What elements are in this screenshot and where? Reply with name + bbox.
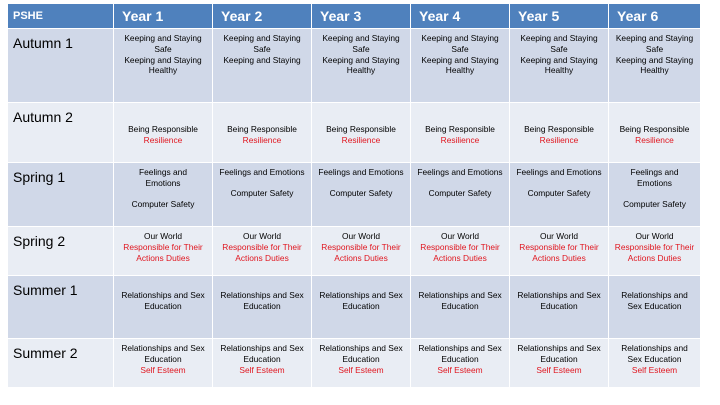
year-4-header: Year 4 (411, 4, 510, 29)
term-label: Autumn 2 (8, 103, 114, 163)
spring-2-row (8, 227, 701, 276)
autumn-1-row (8, 29, 701, 103)
cell-text: Feelings and Emotions (630, 167, 679, 188)
summer-2-year-6-cell (609, 339, 701, 388)
cell-text: Computer Safety (230, 187, 294, 198)
autumn-1-year-6-cell (609, 29, 701, 103)
cell-text: Our World (539, 231, 578, 241)
summer-2-year-1-cell (114, 339, 213, 388)
autumn-2-row (8, 103, 701, 163)
year-1-header: Year 1 (114, 4, 213, 29)
autumn-1-year-4-cell (411, 29, 510, 103)
cell-text: Keeping and Staying Safe (421, 33, 499, 54)
cell-text: Feelings and Emotions (318, 167, 404, 177)
autumn-2-year-5-cell (510, 103, 609, 163)
spring-1-year-1-cell (114, 163, 213, 227)
spring-2-year-3-cell (312, 227, 411, 276)
cell-text: Keeping and Staying Safe (124, 33, 202, 54)
cell-value-red: Self Esteem (338, 364, 384, 375)
cell-value-red: Resilience (635, 134, 674, 145)
subject-header: PSHE (8, 4, 114, 29)
cell-text: Our World (143, 231, 182, 241)
cell-value-red: Self Esteem (239, 364, 285, 375)
cell-text: Relationships and Sex Education (319, 343, 403, 364)
cell-text: Being Responsible (619, 123, 690, 134)
cell-text: Relationships and Sex Education (121, 343, 205, 364)
autumn-2-year-4-cell (411, 103, 510, 163)
cell-text: Our World (440, 231, 479, 241)
spring-1-row (8, 163, 701, 227)
cell-text: Relationships and Sex Education (517, 343, 601, 364)
autumn-1-year-1-cell (114, 29, 213, 103)
cell-text: Relationships and Sex Education (418, 290, 502, 311)
year-2-header: Year 2 (213, 4, 312, 29)
cell-value-red: Resilience (539, 134, 579, 145)
summer-2-row (8, 339, 701, 388)
cell-text: Computer Safety (428, 187, 492, 198)
cell-text: Relationships and Sex Education (621, 290, 688, 311)
cell-value-red: Self Esteem (140, 364, 186, 375)
cell-text: Relationships and Sex Education (220, 290, 304, 311)
cell-text: Relationships and Sex Education (220, 343, 304, 364)
cell-text: Our World (635, 231, 674, 241)
autumn-1-year-3-cell (312, 29, 411, 103)
spring-1-year-5-cell (510, 163, 609, 227)
cell-text: Feelings and Emotions (516, 167, 602, 177)
summer-1-year-1-cell (114, 276, 213, 339)
cell-text: Being Responsible (326, 123, 396, 134)
cell-text: Keeping and Staying Safe (322, 33, 400, 54)
cell-value-red: Resilience (341, 134, 381, 145)
cell-text: Our World (242, 231, 281, 241)
year-3-header: Year 3 (312, 4, 411, 29)
summer-1-year-2-cell (213, 276, 312, 339)
cell-text: Our World (341, 231, 380, 241)
cell-text: Keeping and Staying Safe (223, 33, 301, 54)
cell-value-red: Responsible for Their Actions Duties (420, 241, 500, 263)
summer-2-year-3-cell (312, 339, 411, 388)
cell-text: Keeping and Staying Healthy (124, 54, 202, 76)
cell-text: Keeping and Staying Healthy (615, 54, 694, 76)
cell-value-red: Responsible for Their Actions Duties (222, 241, 302, 263)
summer-1-year-3-cell (312, 276, 411, 339)
spring-2-year-2-cell (213, 227, 312, 276)
spring-2-year-1-cell (114, 227, 213, 276)
cell-text: Relationships and Sex Education (121, 290, 205, 311)
summer-1-year-4-cell (411, 276, 510, 339)
spring-2-year-4-cell (411, 227, 510, 276)
cell-text: Feelings and Emotions (219, 167, 305, 177)
cell-text: Computer Safety (131, 198, 195, 209)
autumn-2-year-1-cell (114, 103, 213, 163)
cell-value-red: Self Esteem (536, 364, 582, 375)
cell-text: Keeping and Staying Healthy (421, 54, 499, 76)
cell-value-red: Responsible for Their Actions Duties (123, 241, 203, 263)
cell-value-red: Self Esteem (437, 364, 483, 375)
summer-2-year-5-cell (510, 339, 609, 388)
cell-value-red: Resilience (143, 134, 183, 145)
cell-text: Computer Safety (329, 187, 393, 198)
cell-value-red: Responsible for Their Actions Duties (614, 241, 695, 263)
autumn-2-year-3-cell (312, 103, 411, 163)
cell-text: Computer Safety (623, 198, 686, 209)
autumn-1-year-2-cell (213, 29, 312, 103)
summer-1-row (8, 276, 701, 339)
cell-text: Relationships and Sex Education (621, 343, 688, 364)
cell-text: Feelings and Emotions (417, 167, 503, 177)
cell-value-red: Resilience (440, 134, 480, 145)
spring-1-year-2-cell (213, 163, 312, 227)
term-label: Spring 1 (8, 163, 114, 227)
autumn-2-year-6-cell (609, 103, 701, 163)
header-row (8, 4, 701, 29)
year-6-header: Year 6 (609, 4, 701, 29)
cell-text: Keeping and Staying Safe (520, 33, 598, 54)
summer-1-year-5-cell (510, 276, 609, 339)
cell-text: Being Responsible (524, 123, 594, 134)
cell-text: Relationships and Sex Education (418, 343, 502, 364)
summer-2-year-4-cell (411, 339, 510, 388)
cell-value-red: Responsible for Their Actions Duties (321, 241, 401, 263)
spring-1-year-6-cell (609, 163, 701, 227)
spring-2-year-5-cell (510, 227, 609, 276)
summer-2-year-2-cell (213, 339, 312, 388)
term-label: Summer 2 (8, 339, 114, 388)
autumn-1-year-5-cell (510, 29, 609, 103)
spring-2-year-6-cell (609, 227, 701, 276)
term-label: Autumn 1 (8, 29, 114, 103)
spring-1-year-4-cell (411, 163, 510, 227)
cell-text: Keeping and Staying Safe (615, 33, 694, 54)
cell-text: Keeping and Staying Healthy (322, 54, 400, 76)
cell-value-red: Self Esteem (631, 364, 678, 375)
term-label: Spring 2 (8, 227, 114, 276)
cell-value-red: Resilience (242, 134, 282, 145)
cell-text: Keeping and Staying Healthy (520, 54, 598, 76)
cell-text: Being Responsible (128, 123, 198, 134)
cell-text: Relationships and Sex Education (319, 290, 403, 311)
cell-text: Being Responsible (227, 123, 297, 134)
spring-1-year-3-cell (312, 163, 411, 227)
cell-text: Keeping and Staying (223, 54, 301, 65)
year-5-header: Year 5 (510, 4, 609, 29)
term-label: Summer 1 (8, 276, 114, 339)
autumn-2-year-2-cell (213, 103, 312, 163)
cell-text: Computer Safety (527, 187, 591, 198)
cell-text: Being Responsible (425, 123, 495, 134)
cell-text: Relationships and Sex Education (517, 290, 601, 311)
cell-text: Feelings and Emotions (139, 167, 187, 188)
pshe-curriculum-table (7, 3, 701, 388)
cell-value-red: Responsible for Their Actions Duties (519, 241, 599, 263)
summer-1-year-6-cell (609, 276, 701, 339)
